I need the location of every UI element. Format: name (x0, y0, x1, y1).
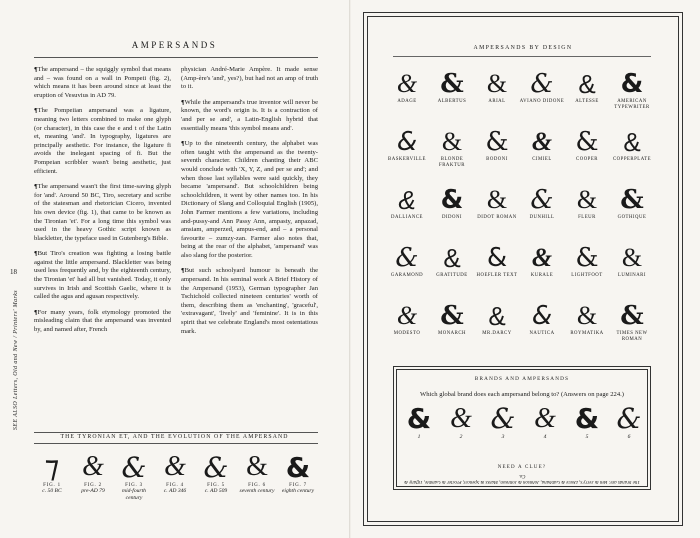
ampersand-glyph-icon: & (121, 450, 147, 484)
figure-date: c. AD 346 (163, 488, 187, 494)
typeface-label: CIMIEL (532, 157, 552, 162)
ampersand-glyph-icon: & (488, 301, 506, 331)
ampersand-specimen (384, 244, 430, 279)
brand-number: 5 (585, 434, 589, 440)
ampersand-specimen (519, 244, 565, 279)
text-column-1 (34, 66, 171, 342)
ampersand-glyph-icon: & (575, 243, 599, 273)
typeface-label: DALLIANCE (391, 215, 423, 220)
figure-label: FIG. 2 (84, 483, 102, 488)
pilcrow-icon: ¶ (34, 183, 38, 191)
ampersand-specimen (564, 186, 610, 221)
brand-ampersand (444, 404, 478, 440)
ampersand-specimen (384, 186, 430, 221)
typeface-label: DIDOT ROMAN (477, 215, 517, 220)
brand-box-title: BRANDS AND AMPERSANDS (474, 376, 570, 382)
ampersand-specimen (474, 70, 520, 105)
ampersand-specimen (609, 244, 655, 279)
typeface-label: BODONI (486, 157, 508, 162)
typeface-label: KURALE (530, 273, 554, 278)
ampersand-glyph-icon: & (485, 127, 509, 157)
ampersand-glyph-icon: & (398, 185, 416, 215)
ampersand-specimen (384, 128, 430, 163)
figure-date: mid-fourth century (122, 488, 146, 501)
ampersand-glyph-icon: & (486, 185, 508, 214)
paragraph-text: But Tiro's creation was fighting a losing battle against the little ampersand. Blackletter was being used less frequently and, by the eighteenth century, the Tironian 'et' had all but vanished. Today, it only survives in Irish and Scottish Gaelic, where it is called the agus and agusan respectively. (34, 250, 171, 301)
ampersand-glyph-icon: & (441, 127, 463, 156)
pilcrow-icon: ¶ (34, 66, 38, 73)
evolution-figure (116, 452, 152, 501)
brand-ampersand (486, 404, 520, 440)
typeface-label: ALBERTUS (437, 99, 467, 104)
ampersand-glyph-icon: & (620, 69, 644, 99)
ampersand-glyph-icon: & (443, 243, 461, 273)
ampersand-glyph-icon: & (490, 402, 516, 435)
paragraph (34, 309, 171, 335)
ampersand-specimen (519, 128, 565, 163)
ampersand-glyph-icon: & (575, 127, 599, 157)
see-also-note: SEE ALSO Letters, Old and New / Printers' Marks (13, 290, 19, 431)
pilcrow-icon: ¶ (34, 250, 38, 258)
ampersand-glyph-icon: & (530, 69, 554, 99)
pilcrow-icon: ¶ (34, 107, 38, 115)
ampersand-glyph-icon: & (82, 451, 104, 482)
ampersand-glyph-icon: & (620, 301, 644, 331)
ampersand-glyph-icon: & (396, 301, 418, 330)
clue-answers-upside-down: The brands are: Ben & Jerry's, Dolce & Gabbana, Johnson & Johnson, Marks & Spencer, Procter & Gamble, Tiffany & Co. (404, 473, 640, 484)
figure-date: pre-AD 79 (81, 488, 105, 494)
figure-date: eighth century (281, 488, 315, 494)
paragraph (181, 66, 318, 92)
ampersand-glyph-icon: & (246, 451, 268, 482)
ampersand-specimen (564, 128, 610, 163)
ampersand-glyph-icon: & (440, 301, 464, 331)
paragraph (34, 183, 171, 243)
typeface-label: COOPER (576, 157, 598, 162)
brand-ampersand (528, 404, 562, 440)
ampersand-glyph-icon: & (396, 127, 418, 157)
evolution-figure (34, 449, 70, 495)
ampersand-glyph-icon: & (395, 243, 419, 273)
paragraph-text: For many years, folk etymology promoted the misleading claim that the ampersand was invented by, and named after, French (34, 308, 171, 334)
ampersand-glyph-icon: & (450, 403, 472, 434)
ampersand-specimen (474, 244, 520, 279)
figure-label: FIG. 1 (43, 483, 61, 488)
typeface-label: TIMES NEW ROMAN (616, 331, 648, 342)
ampersand-glyph-icon: ⁊ (44, 449, 60, 485)
ampersand-glyph-icon: & (534, 403, 556, 434)
ampersand-specimen (609, 186, 655, 221)
page-number: 18 (10, 268, 17, 276)
ampersand-glyph-icon: & (486, 243, 508, 273)
typeface-label: MODESTO (393, 331, 421, 336)
paragraph-text: physician André-Marie Ampère. It made sense (Amp-ère's 'and', yes?), but had not an amp of truth to it. (181, 66, 318, 91)
typeface-label: GOTHIQUE (617, 215, 647, 220)
ampersand-glyph-icon: & (578, 69, 596, 99)
ampersand-specimen (519, 70, 565, 105)
paragraph-text: The ampersand – the squiggly symbol that means and – was found on a wall in Pompeii (fig. 2), which means it has been around since at least the eruption of Vesuvius in AD 79. (34, 66, 171, 99)
ampersand-specimen (384, 302, 430, 337)
ampersand-glyph-icon: & (616, 402, 642, 435)
ampersand-specimen (474, 186, 520, 221)
ampersand-specimen (429, 70, 475, 105)
ampersand-specimen (519, 186, 565, 221)
ampersand-specimen (519, 302, 565, 337)
typeface-label: AMERICAN TYPEWRITER (614, 99, 650, 110)
brand-number: 4 (543, 434, 547, 440)
brand-ampersand (570, 404, 604, 440)
brand-ampersand (612, 404, 646, 440)
pilcrow-icon: ¶ (34, 308, 38, 316)
typeface-label: ADAGE (397, 99, 417, 104)
ampersand-specimen (384, 70, 430, 105)
ampersand-glyph-icon: & (164, 451, 186, 482)
evolution-figure (280, 452, 316, 495)
paragraph-text: Up to the nineteenth century, the alphabet was often taught with the ampersand as the twenty-seventh character. Children chanting their ABC would conclude with 'X, Y, Z, and per se and'; and when those last syllables were said quickly, they became 'ampersand'. But schoolchildren being schoolchildren, it went by other names too. In his Dictionary of Slang and Colloquial English (1905), John Farmer mentions a few variations, including and-pussy-and Ann Passy Ann, ampasty, anpazad, amsiam, amperzed, ampus-end, and – a personal favourite – zumzy-zan. Farmer also notes that, being at the rear of the alphabet, 'ampersand' was also slang for the posterior. (181, 140, 318, 259)
typeface-label: DIDONI (441, 215, 463, 220)
ampersand-specimen (564, 244, 610, 279)
typeface-label: ARIAL (488, 99, 506, 104)
pilcrow-icon: ¶ (181, 267, 185, 275)
figure-label: FIG. 3 (125, 483, 143, 488)
title-rule (34, 57, 318, 58)
paragraph (34, 66, 171, 100)
clue-title: NEED A CLUE? (497, 465, 547, 470)
right-page-rule (393, 56, 651, 57)
figure-date: seventh century (239, 488, 275, 494)
evolution-figure (75, 452, 111, 495)
evolution-rule-bottom (34, 443, 318, 444)
ampersand-glyph-icon: & (576, 185, 598, 214)
ampersand-specimen (474, 302, 520, 337)
ampersand-glyph-icon: & (406, 402, 432, 435)
typeface-label: HOEFLER TEXT (476, 273, 518, 278)
page-title: AMPERSANDS (131, 40, 218, 50)
figure-label: FIG. 6 (248, 483, 266, 488)
typeface-label: ALTESSE (575, 99, 599, 104)
evolution-figure (157, 452, 193, 495)
brand-question: Which global brand does each ampersand belong to? (Answers on page 224.) (420, 391, 624, 398)
ampersand-glyph-icon: & (531, 301, 553, 331)
paragraph (34, 250, 171, 302)
ampersand-glyph-icon: & (440, 69, 464, 99)
figure-date: c. 50 BC (42, 488, 62, 494)
paragraph (34, 107, 171, 176)
ampersand-glyph-icon: & (396, 69, 418, 98)
typeface-label: MR.DARCY (482, 331, 512, 336)
evolution-figure (198, 452, 234, 495)
typeface-label: ROYMATIKA (570, 331, 604, 336)
evolution-figure (239, 452, 275, 495)
ampersand-specimen (474, 128, 520, 163)
paragraph-text: The Pompeiian ampersand was a ligature, meaning two letters combined to make one glyph (or character), in this case the e and t of the Latin et, meaning 'and'. In typography, ligatures are principally aesthetic. For instance, the ligature fi avoids the inelegant spacing of fi. But the Pompeian scribbler wasn't being aesthetic, just efficient. (34, 107, 171, 175)
text-column-2 (181, 66, 318, 343)
ampersand-glyph-icon: & (621, 243, 643, 272)
brand-number: 6 (627, 434, 631, 440)
typeface-label: BASKERVILLE (388, 157, 426, 162)
ampersand-glyph-icon: & (620, 185, 644, 215)
ampersand-specimen (609, 70, 655, 111)
ampersand-specimen (609, 128, 655, 163)
typeface-label: FLEUR (578, 215, 596, 220)
paragraph (181, 140, 318, 260)
ampersand-glyph-icon: & (486, 69, 508, 98)
ampersand-glyph-icon: & (530, 185, 554, 215)
ampersand-glyph-icon: & (531, 243, 553, 272)
ampersand-glyph-icon: & (531, 127, 553, 156)
ampersand-glyph-icon: & (574, 402, 600, 435)
figure-date: c. AD 509 (204, 488, 228, 494)
paragraph-text: But such schoolyard humour is beneath the ampersand. In his seminal work A Brief History of the Ampersand (1953), German typographer Jan Tschichold collected nineteen centuries' worth of them, describing them as 'enchanting', 'graceful', 'extravagant', 'lively' and 'feminine'. It is in this spirit that we celebrate England's most ostentatious mark. (181, 267, 318, 335)
paragraph-text: While the ampersand's true inventor will never be known, the word's origin is. It is a contraction of 'and per se and', a Latin-English hybrid that essentially means 'this symbol means and'. (181, 98, 318, 132)
typeface-label: DUNHILL (529, 215, 555, 220)
figure-label: FIG. 7 (289, 483, 307, 488)
brand-number: 3 (501, 434, 505, 440)
figure-label: FIG. 5 (207, 483, 225, 488)
ampersand-glyph-icon: & (203, 450, 229, 484)
evolution-title: THE TYRONIAN ET, AND THE EVOLUTION OF THE AMPERSAND (60, 434, 289, 440)
ampersand-glyph-icon: & (285, 450, 311, 484)
typeface-label: NAUTICA (529, 331, 555, 336)
paragraph (181, 99, 318, 133)
ampersand-glyph-icon: & (623, 127, 641, 157)
ampersand-glyph-icon: & (576, 301, 598, 330)
typeface-label: COPPERPLATE (612, 157, 652, 162)
brand-ampersand (402, 404, 436, 440)
brand-number: 1 (417, 434, 421, 440)
ampersand-specimen (429, 186, 475, 221)
ampersand-specimen (609, 302, 655, 343)
typeface-label: MONARCH (437, 331, 467, 336)
ampersand-specimen (429, 302, 475, 337)
ampersand-specimen (564, 302, 610, 337)
typeface-label: LIGHTFOOT (571, 273, 603, 278)
ampersand-specimen (429, 244, 475, 279)
right-page-title: AMPERSANDS BY DESIGN (473, 45, 573, 51)
typeface-label: LUMINARI (618, 273, 646, 278)
paragraph (181, 267, 318, 336)
typeface-label: GARAMOND (390, 273, 424, 278)
figure-label: FIG. 4 (166, 483, 184, 488)
typeface-label: AVIANO DIDONE (519, 99, 565, 104)
typeface-label: GRATITUDE (436, 273, 468, 278)
pilcrow-icon: ¶ (181, 140, 185, 148)
brand-number: 2 (459, 434, 463, 440)
pilcrow-icon: ¶ (181, 98, 185, 106)
ampersand-specimen (564, 70, 610, 105)
ampersand-glyph-icon: & (440, 185, 464, 215)
paragraph-text: The ampersand wasn't the first time-saving glyph for 'and'. Around 50 BC, Tiro, secretary and scribe of the statesman and rhetorician Cicero, invented his own device (fig. 1), that came to be known as the Tironian 'et'. For a long time this symbol was used in the heavy Gothic script known as blackletter, the typeface used in Gutenberg's Bible. (34, 183, 171, 242)
typeface-label: BLONDE FRAKTUR (439, 157, 465, 168)
evolution-rule-top (34, 432, 318, 433)
ampersand-specimen (429, 128, 475, 169)
